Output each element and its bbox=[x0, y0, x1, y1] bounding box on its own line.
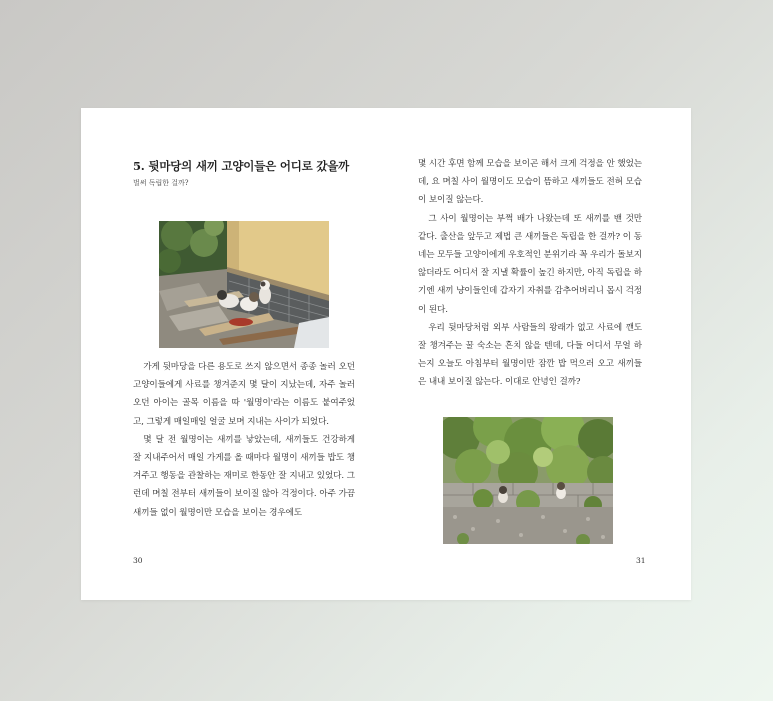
right-page bbox=[386, 108, 691, 600]
paragraph: 가게 뒷마당을 다른 용도로 쓰지 않으면서 종종 놀러 오던 고양이들에게 사료를 챙겨준지 몇 달이 지났는데, 자주 놀러 오던 아이는 골목 이름을 따 '월명이'라는 이름도 붙여주었고, 그렇게 매일매일 얼굴 보며 지내는 사이가 되었다. bbox=[133, 362, 355, 427]
paragraph: 그 사이 월명이는 부쩍 배가 나왔는데 또 새끼를 밴 것만 같다. 출산을 앞두고 제법 큰 새끼들은 독립을 한 걸까? 이 동네는 모두들 고양이에게 우호적인 분위기라 꼭 우리가 돌보지 않더라도 어디서 잘 지낼 확률이 높긴 하지만, 아직 독립을 하기엔 새끼 냥이들인데 갑자기 자취를 감추어버리니 몹시 걱정이 된다. bbox=[418, 213, 642, 315]
paragraph: 우리 뒷마당처럼 외부 사람들의 왕래가 없고 사료에 깬도 잘 챙겨주는 꿀 숙소는 흔치 않을 텐데, 다들 어디서 무얼 하는지 오늘도 아침부터 월명이만 잠깐 밥 먹으러 오고 새끼들은 내내 보이질 않는다. 이대로 안녕인 걸까? bbox=[418, 322, 642, 388]
paragraph: 몇 시간 후면 함께 모습을 보이곤 해서 크게 걱정을 안 했었는데, 요 며칠 사이 월명이도 모습이 뜸하고 새끼들도 전혀 모습이 보이질 않는다. bbox=[418, 159, 642, 206]
page-number: 30 bbox=[133, 556, 143, 565]
book-spread bbox=[81, 108, 691, 600]
left-body-text bbox=[133, 358, 355, 522]
garden-cats-photo bbox=[443, 417, 613, 544]
page-number: 31 bbox=[636, 556, 646, 565]
left-page bbox=[81, 108, 386, 600]
chapter-heading: 5. 뒷마당의 새끼 고양이들은 어디로 갔을까 bbox=[133, 159, 350, 173]
right-body-text bbox=[418, 155, 642, 392]
cats-eating-photo bbox=[159, 221, 329, 348]
chapter-subheading: 벌써 독립한 걸까? bbox=[133, 179, 189, 187]
paragraph: 몇 달 전 월명이는 새끼를 낳았는데, 새끼들도 건강하게 잘 지내주어서 매일 가게를 올 때마다 월명이 새끼들 밥도 챙겨주고 행동을 관찰하는 재미로 한동안 잘 지내고 있었다. 그런데 며칠 전부터 새끼들이 보이질 않아 걱정이다. 아주 가끔 새끼들 없이 월명이만 모습을 보이는 경우에도 bbox=[133, 434, 355, 518]
